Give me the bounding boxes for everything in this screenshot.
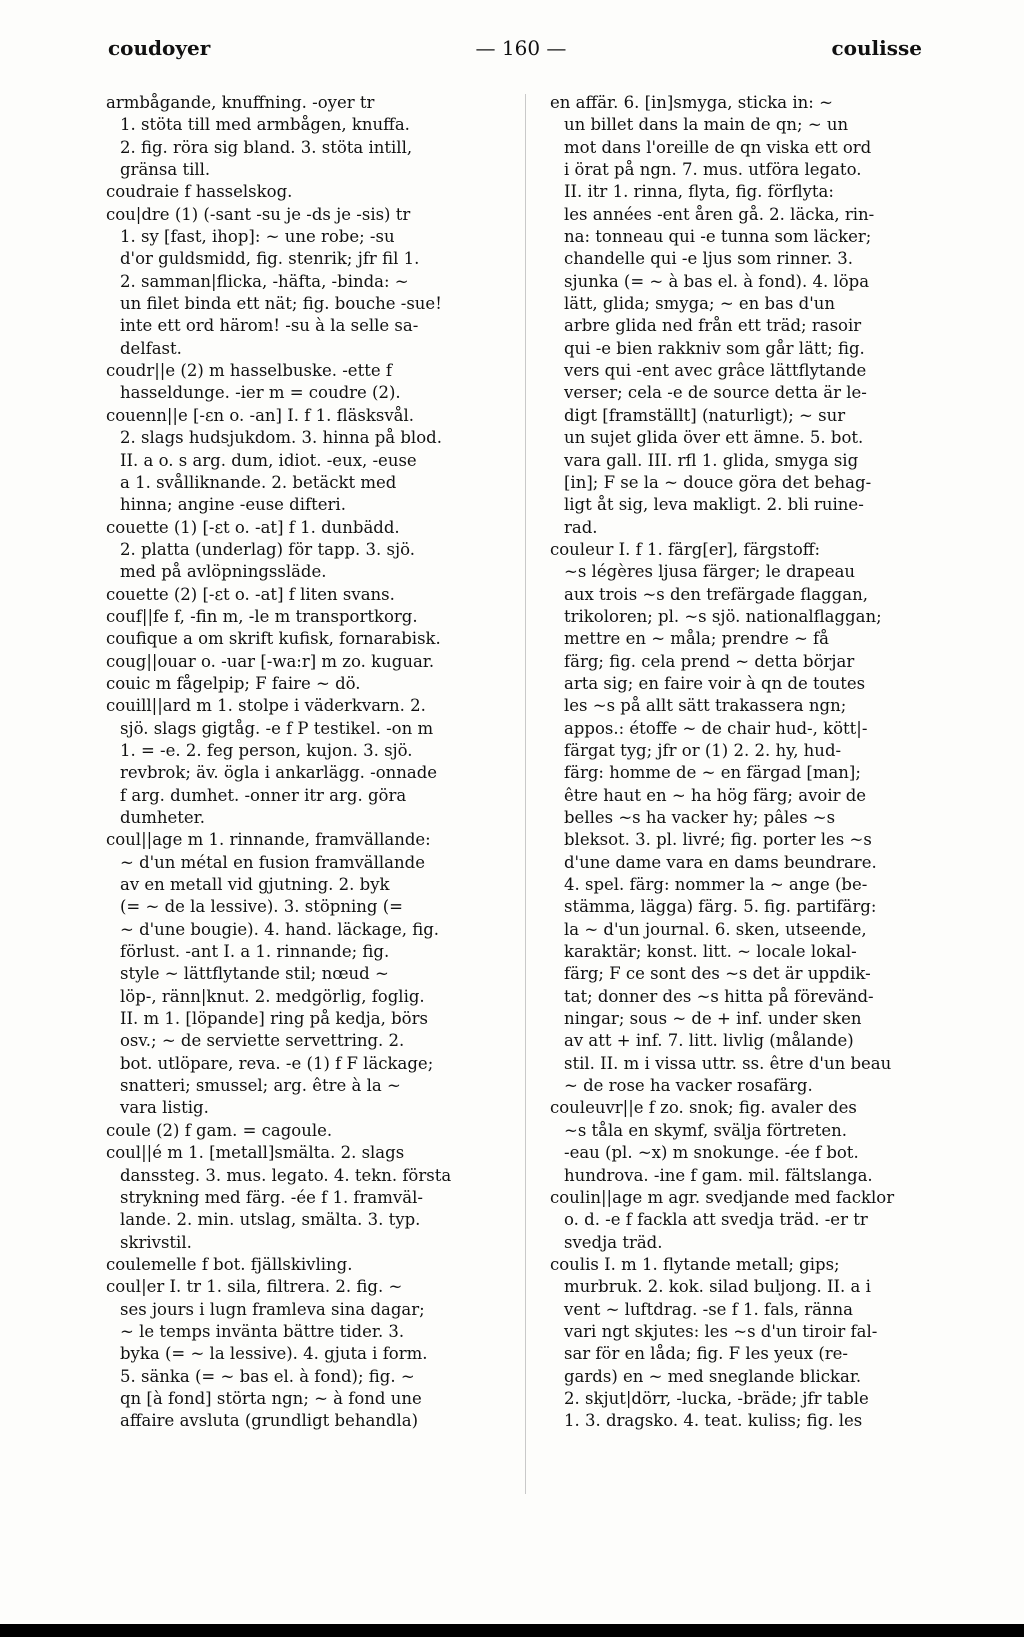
page-number: — 160 — xyxy=(475,36,567,60)
entry-line: coudr||e (2) m hasselbuske. -ette f xyxy=(106,361,392,381)
dictionary-entry xyxy=(106,695,506,829)
dictionary-entry xyxy=(550,539,930,1098)
entry-line: II. m 1. [löpande] ring på kedja, börs xyxy=(120,1009,428,1029)
entry-line: la ~ d'un journal. 6. sken, utseende, xyxy=(564,919,867,939)
entry-line: ~ d'une bougie). 4. hand. läckage, fig. xyxy=(120,919,440,939)
entry-line: i örat på ngn. 7. mus. utföra legato. xyxy=(564,160,862,180)
entry-line: färgat tyg; jfr or (1) 2. 2. hy, hud- xyxy=(564,740,842,760)
entry-line: stämma, lägga) färg. 5. fig. partifärg: xyxy=(564,897,877,917)
entry-line: o. d. -e f fackla att svedja träd. -er tr xyxy=(564,1210,868,1230)
entry-line: digt [framställt] (naturligt); ~ sur xyxy=(564,405,846,425)
entry-line: couleur I. f 1. färg[er], färgstoff: xyxy=(550,539,821,559)
entry-line: -eau (pl. ~x) m snokunge. -ée f bot. xyxy=(564,1143,859,1163)
dictionary-entry xyxy=(106,181,506,203)
entry-line: lande. 2. min. utslag, smälta. 3. typ. xyxy=(120,1210,421,1230)
entry-line: tat; donner des ~s hitta på förevänd- xyxy=(564,986,874,1006)
entry-line: karaktär; konst. litt. ~ locale lokal- xyxy=(564,942,857,962)
entry-line: delfast. xyxy=(120,338,182,358)
entry-line: vara listig. xyxy=(120,1098,209,1118)
entry-line: ~ de rose ha vacker rosafärg. xyxy=(564,1076,813,1096)
entry-line: arbre glida ned från ett träd; rasoir xyxy=(564,316,862,336)
entry-line: mettre en ~ måla; prendre ~ få xyxy=(564,629,829,649)
entry-line: byka (= ~ la lessive). 4. gjuta i form. xyxy=(120,1344,428,1364)
entry-line: bleksot. 3. pl. livré; fig. porter les ~s xyxy=(564,830,872,850)
entry-line: coufique a om skrift kufisk, fornarabisk. xyxy=(106,629,441,649)
entry-line: II. a o. s arg. dum, idiot. -eux, -euse xyxy=(120,450,417,470)
entry-line: belles ~s ha vacker hy; pâles ~s xyxy=(564,808,836,827)
entry-line: sjö. slags gigtåg. -e f P testikel. -on m xyxy=(120,718,434,738)
entry-line: verser; cela -e de source detta är le- xyxy=(564,383,867,403)
entry-line: appos.: étoffe ~ de chair hud-, kött|- xyxy=(564,718,868,738)
dictionary-entry xyxy=(106,1142,506,1254)
entry-line: f arg. dumhet. -onner itr arg. göra xyxy=(120,785,407,805)
dictionary-entry xyxy=(106,405,506,517)
left-column xyxy=(106,92,506,1433)
dictionary-entry xyxy=(106,628,506,650)
entry-line: un filet binda ett nät; fig. bouche -sue! xyxy=(120,294,442,314)
entry-line: coulemelle f bot. fjällskivling. xyxy=(106,1254,353,1274)
entry-line: 1. 3. dragsko. 4. teat. kuliss; fig. les xyxy=(564,1411,863,1431)
entry-line: vers qui -ent avec grâce lättflytande xyxy=(564,361,867,381)
entry-line: couette (1) [-εt o. -at] f 1. dunbädd. xyxy=(106,517,400,537)
dictionary-entry xyxy=(106,584,506,606)
dictionary-entry xyxy=(106,673,506,695)
entry-line: d'or guldsmidd, fig. stenrik; jfr fil 1. xyxy=(120,249,420,269)
entry-line: av en metall vid gjutning. 2. byk xyxy=(120,875,390,895)
entry-line: qui -e bien rakkniv som går lätt; fig. xyxy=(564,338,865,358)
entry-line: couic m fågelpip; F faire ~ dö. xyxy=(106,673,361,693)
entry-line: färg; F ce sont des ~s det är uppdik- xyxy=(564,964,871,984)
dictionary-entry xyxy=(106,204,506,360)
entry-line: rad. xyxy=(564,517,598,537)
entry-line: snatteri; smussel; arg. être à la ~ xyxy=(120,1076,401,1096)
scan-bottom-edge xyxy=(0,1624,1024,1637)
entry-line: gards) en ~ med sneglande blickar. xyxy=(564,1366,862,1386)
entry-line: med på avlöpningssläde. xyxy=(120,562,327,582)
entry-line: un billet dans la main de qn; ~ un xyxy=(564,115,849,135)
entry-line: ~s légères ljusa färger; le drapeau xyxy=(564,562,856,582)
dictionary-entry xyxy=(106,1254,506,1276)
entry-line: d'une dame vara en dams beundrare. xyxy=(564,852,877,872)
entry-line: mot dans l'oreille de qn viska ett ord xyxy=(564,137,872,157)
entry-line: couenn||e [-εn o. -an] I. f 1. fläsksvål. xyxy=(106,405,415,425)
entry-line: a 1. svålliknande. 2. betäckt med xyxy=(120,472,397,492)
entry-line: couleuvr||e f zo. snok; fig. avaler des xyxy=(550,1098,857,1118)
entry-line: armbågande, knuffning. -oyer tr xyxy=(106,93,375,112)
entry-line: gränsa till. xyxy=(120,160,211,180)
entry-line: les années -ent åren gå. 2. läcka, rin- xyxy=(564,204,875,224)
dictionary-entry xyxy=(106,360,506,405)
entry-line: av att + inf. 7. litt. livlig (målande) xyxy=(564,1031,854,1051)
entry-line: hinna; angine -euse difteri. xyxy=(120,495,346,515)
entry-line: 1. stöta till med armbågen, knuffa. xyxy=(120,115,410,135)
entry-line: 4. spel. färg: nommer la ~ ange (be- xyxy=(564,875,868,895)
entry-line: 1. = -e. 2. feg person, kujon. 3. sjö. xyxy=(120,740,413,760)
entry-line: hasseldunge. -ier m = coudre (2). xyxy=(120,383,401,403)
entry-line: svedja träd. xyxy=(564,1232,663,1252)
entry-line: inte ett ord härom! -su à la selle sa- xyxy=(120,316,419,336)
entry-line: danssteg. 3. mus. legato. 4. tekn. första xyxy=(120,1165,452,1185)
dictionary-entry xyxy=(106,606,506,628)
entry-line: 1. sy [fast, ihop]: ~ une robe; -su xyxy=(120,227,395,247)
entry-line: hundrova. -ine f gam. mil. fältslanga. xyxy=(564,1165,873,1185)
entry-line: 2. samman|flicka, -häfta, -binda: ~ xyxy=(120,271,409,291)
entry-line: revbrok; äv. ögla i ankarlägg. -onnade xyxy=(120,763,438,783)
entry-line: coudraie f hasselskog. xyxy=(106,182,293,202)
entry-line: sjunka (= ~ à bas el. à fond). 4. löpa xyxy=(564,271,870,291)
entry-line: lätt, glida; smyga; ~ en bas d'un xyxy=(564,294,835,314)
entry-line: coul||age m 1. rinnande, framvällande: xyxy=(106,830,431,850)
entry-line: vara gall. III. rfl 1. glida, smyga sig xyxy=(564,450,859,470)
entry-line: vent ~ luftdrag. -se f 1. fals, ränna xyxy=(564,1299,854,1319)
entry-line: ligt åt sig, leva makligt. 2. bli ruine- xyxy=(564,495,864,515)
dictionary-entry xyxy=(106,651,506,673)
entry-line: les ~s på allt sätt trakassera ngn; xyxy=(564,696,847,716)
entry-line: dumheter. xyxy=(120,808,205,827)
entry-line: en affär. 6. [in]smyga, sticka in: ~ xyxy=(550,93,833,112)
entry-line: coule (2) f gam. = cagoule. xyxy=(106,1120,333,1140)
entry-line: arta sig; en faire voir à qn de toutes xyxy=(564,673,866,693)
entry-line: färg; fig. cela prend ~ detta börjar xyxy=(564,651,855,671)
entry-line: qn [à fond] störta ngn; ~ à fond une xyxy=(120,1388,422,1408)
entry-line: un sujet glida över ett ämne. 5. bot. xyxy=(564,428,864,448)
dictionary-entry xyxy=(106,829,506,1119)
entry-line: 2. slags hudsjukdom. 3. hinna på blod. xyxy=(120,428,442,448)
entry-line: (= ~ de la lessive). 3. stöpning (= xyxy=(120,897,403,917)
entry-line: ~ le temps invänta bättre tider. 3. xyxy=(120,1321,405,1341)
entry-line: couette (2) [-εt o. -at] f liten svans. xyxy=(106,584,395,604)
entry-line: être haut en ~ ha hög färg; avoir de xyxy=(564,785,867,805)
entry-line: na: tonneau qui -e tunna som läcker; xyxy=(564,227,872,247)
dictionary-entry xyxy=(106,92,506,181)
entry-line: affaire avsluta (grundligt behandla) xyxy=(120,1411,419,1431)
dictionary-entry xyxy=(106,1120,506,1142)
right-column xyxy=(550,92,930,1433)
entry-line: 2. platta (underlag) för tapp. 3. sjö. xyxy=(120,539,415,559)
entry-line: 5. sänka (= ~ bas el. à fond); fig. ~ xyxy=(120,1366,415,1386)
entry-line: cou|dre (1) (-sant -su je -ds je -sis) tr xyxy=(106,204,411,224)
dictionary-entry xyxy=(106,517,506,584)
entry-line: coulis I. m 1. flytande metall; gips; xyxy=(550,1254,840,1274)
entry-line: ~s tåla en skymf, svälja förtreten. xyxy=(564,1120,848,1140)
entry-line: coug||ouar o. -uar [-wa:r] m zo. kuguar. xyxy=(106,651,435,671)
entry-line: II. itr 1. rinna, flyta, fig. förflyta: xyxy=(564,182,834,202)
entry-line: couf||fe f, -fin m, -le m transportkorg. xyxy=(106,606,418,626)
entry-line: coul||é m 1. [metall]smälta. 2. slags xyxy=(106,1143,405,1163)
entry-line: [in]; F se la ~ douce göra det behag- xyxy=(564,472,872,492)
entry-line: 2. skjut|dörr, -lucka, -bräde; jfr table xyxy=(564,1388,869,1408)
running-header xyxy=(0,36,1024,66)
entry-line: osv.; ~ de serviette servettring. 2. xyxy=(120,1031,405,1051)
dictionary-entry xyxy=(550,1187,930,1254)
dictionary-entry xyxy=(550,1097,930,1186)
entry-line: löp-, ränn|knut. 2. medgörlig, foglig. xyxy=(120,986,425,1006)
entry-line: ~ d'un métal en fusion framvällande xyxy=(120,852,425,872)
column-divider xyxy=(525,94,526,1494)
entry-line: coul|er I. tr 1. sila, filtrera. 2. fig. ~ xyxy=(106,1277,403,1297)
entry-line: sar för en låda; fig. F les yeux (re- xyxy=(564,1344,848,1364)
entry-line: trikoloren; pl. ~s sjö. nationalflaggan; xyxy=(564,606,882,626)
entry-line: 2. fig. röra sig bland. 3. stöta intill, xyxy=(120,137,413,157)
entry-line: vari ngt skjutes: les ~s d'un tiroir fal- xyxy=(564,1321,878,1341)
entry-line: strykning med färg. -ée f 1. framväl- xyxy=(120,1187,423,1207)
entry-line: murbruk. 2. kok. silad buljong. II. a i xyxy=(564,1277,871,1297)
right-guide-word: coulisse xyxy=(831,36,922,60)
entry-line: skrivstil. xyxy=(120,1232,192,1252)
entry-line: ses jours i lugn framleva sina dagar; xyxy=(120,1299,425,1319)
dictionary-entry xyxy=(106,1276,506,1432)
entry-line: couill||ard m 1. stolpe i väderkvarn. 2. xyxy=(106,696,426,716)
entry-line: bot. utlöpare, reva. -e (1) f F läckage; xyxy=(120,1053,434,1073)
entry-line: coulin||age m agr. svedjande med facklor xyxy=(550,1187,895,1207)
left-guide-word: coudoyer xyxy=(108,36,211,60)
entry-line: style ~ lättflytande stil; nœud ~ xyxy=(120,964,389,984)
entry-line: förlust. -ant I. a 1. rinnande; fig. xyxy=(120,942,390,962)
dictionary-entry xyxy=(550,92,930,539)
entry-line: ningar; sous ~ de + inf. under sken xyxy=(564,1009,862,1029)
entry-line: färg: homme de ~ en färgad [man]; xyxy=(564,763,861,783)
entry-line: stil. II. m i vissa uttr. ss. être d'un beau xyxy=(564,1053,892,1073)
dictionary-entry xyxy=(550,1254,930,1433)
entry-line: aux trois ~s den trefärgade flaggan, xyxy=(564,584,868,604)
entry-line: chandelle qui -e ljus som rinner. 3. xyxy=(564,249,854,269)
